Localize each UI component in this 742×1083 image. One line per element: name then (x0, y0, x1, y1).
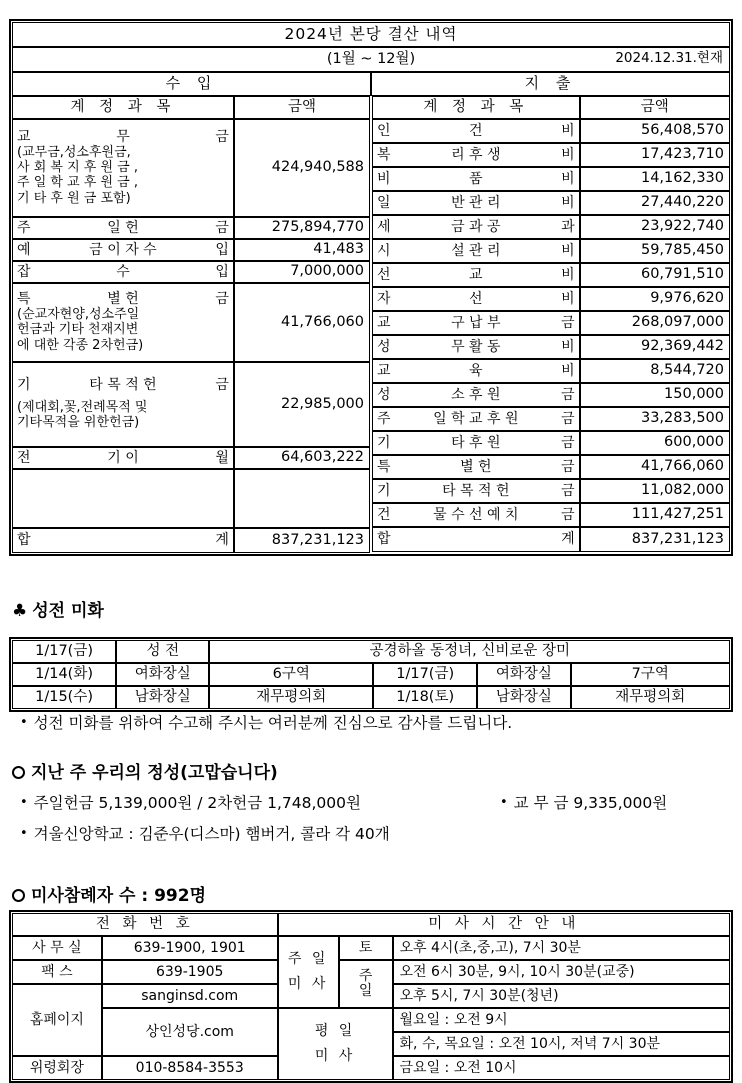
contact-value: 639-1905 (102, 960, 278, 984)
phone-section-header: 전 화 번 호 (12, 913, 278, 936)
income-note-line: (순교자현양,성소주일 (17, 306, 140, 322)
expense-name-right: 금 (561, 434, 575, 451)
expense-account-cell (372, 503, 580, 527)
income-note-line: 헌금과 기타 천재지변 (17, 322, 139, 338)
expense-account-cell (372, 239, 580, 263)
income-name-right: 입 (215, 241, 229, 258)
sunday-mass-time-pm: 오후 5시, 7시 30분(청년) (393, 984, 730, 1008)
table-row (12, 261, 370, 283)
expense-name-mid: 리 후 생 (451, 146, 501, 163)
table-row (372, 455, 730, 479)
expense-total-amount: 837,231,123 (580, 527, 730, 552)
expense-name-right: 금 (561, 482, 575, 499)
income-note-line: (교무금,성소후원금, (17, 144, 131, 160)
income-name-mid: 기 이 (107, 449, 139, 466)
expense-amount-cell: 92,369,442 (580, 335, 730, 359)
table-row (372, 167, 730, 191)
expense-name-left: 인 (377, 122, 391, 139)
expense-amount-cell: 59,785,450 (580, 239, 730, 263)
cleaning-section-heading (12, 596, 104, 621)
finance-period: (1월 ~ 12월) (326, 50, 416, 67)
expense-name-mid: 물 수 선 예 치 (433, 506, 519, 523)
expense-table (372, 96, 730, 552)
income-total-label-left: 합 (17, 532, 31, 549)
expense-total-row (372, 527, 730, 552)
contact-value: 010-8584-3553 (102, 1056, 278, 1080)
expense-name-mid: 선 (469, 290, 483, 307)
expense-name-mid: 건 (469, 122, 483, 139)
cleaning-schedule-table (9, 637, 733, 712)
contact-label: 위령회장 (12, 1056, 102, 1080)
expense-name-mid: 교 (469, 266, 483, 283)
income-name-mid: 수 (116, 263, 130, 280)
finance-period-cell (12, 47, 730, 72)
table-row (12, 960, 730, 984)
income-account-cell (12, 261, 234, 283)
table-row (372, 311, 730, 335)
cleaning-heading-text: 성전 미화 (32, 601, 104, 621)
expense-name-left: 성 (377, 338, 391, 355)
expense-account-cell (372, 215, 580, 239)
table-row (12, 640, 730, 663)
income-account-header: 계 정 과 목 (12, 96, 234, 119)
weekday-mass-monday: 월요일 : 오전 9시 (393, 1008, 730, 1032)
offering-heading-text: 지난 주 우리의 정성(고맙습니다) (31, 763, 278, 783)
expense-name-right: 비 (561, 146, 575, 163)
circle-bullet-icon (12, 889, 25, 902)
finance-period-row (12, 47, 730, 72)
contact-label: 사 무 실 (12, 936, 102, 960)
cleaning-date: 1/17(금) (373, 663, 477, 686)
income-account-cell (12, 239, 234, 261)
expense-name-mid: 육 (469, 362, 483, 379)
expense-name-mid: 일 학 교 후 원 (433, 410, 519, 427)
contact-and-mass-table (9, 910, 733, 1083)
offering-line-1-left (20, 791, 361, 813)
table-row (12, 217, 370, 239)
finance-body (12, 96, 730, 553)
income-name-left: 특 (17, 291, 31, 308)
expense-account-cell (372, 167, 580, 191)
expense-amount-cell: 27,440,220 (580, 191, 730, 215)
expense-amount-cell: 56,408,570 (580, 119, 730, 143)
bullet-dot-icon: • (20, 715, 28, 730)
expense-account-cell (372, 287, 580, 311)
income-name-right: 입 (215, 263, 229, 280)
income-account-cell (12, 283, 234, 362)
expense-account-cell (372, 311, 580, 335)
club-suit-icon: ♣ (12, 601, 28, 621)
expense-amount-cell: 600,000 (580, 431, 730, 455)
income-total-label-cell (12, 528, 234, 553)
expense-name-mid: 설 관 리 (451, 242, 501, 259)
table-row (12, 362, 370, 447)
expense-amount-cell: 60,791,510 (580, 263, 730, 287)
cleaning-place: 여화장실 (116, 663, 209, 686)
expense-name-left: 주 (377, 410, 391, 427)
cleaning-place: 남화장실 (477, 686, 570, 709)
expense-name-mid: 소 후 원 (451, 386, 501, 403)
income-name-mid: 일 헌 (107, 219, 139, 236)
offering-dues-amount: 교 무 금 9,335,000원 (513, 794, 668, 812)
income-account-cell (12, 362, 234, 447)
cleaning-date: 1/14(화) (12, 663, 116, 686)
income-name-right: 금 (215, 291, 229, 308)
mass-section-header: 미 사 시 간 안 내 (278, 913, 730, 936)
expense-name-right: 금 (561, 314, 575, 331)
income-section-header: 수 입 (12, 72, 371, 96)
expense-total-label-left: 합 (377, 531, 391, 548)
cleaning-date: 1/15(수) (12, 686, 116, 709)
table-row (372, 143, 730, 167)
offering-sunday-amounts: 주일헌금 5,139,000원 / 2차헌금 1,748,000원 (33, 794, 361, 812)
cleaning-group: 재무평의회 (209, 686, 373, 709)
expense-name-left: 선 (377, 266, 391, 283)
cleaning-place: 여화장실 (477, 663, 570, 686)
table-row (12, 119, 370, 217)
income-account-cell (12, 217, 234, 239)
income-amount-cell: 64,603,222 (234, 447, 370, 469)
income-account-cell (12, 469, 234, 528)
expense-account-cell (372, 479, 580, 503)
table-row (372, 191, 730, 215)
expense-name-right: 비 (561, 266, 575, 283)
expense-name-mid: 무 활 동 (451, 338, 501, 355)
income-name-left: 교 (17, 129, 31, 145)
finance-as-of-date: 2024.12.31.현재 (615, 50, 723, 66)
bullet-dot-icon: • (20, 826, 28, 841)
expense-column (371, 96, 730, 553)
expense-account-cell (372, 335, 580, 359)
weekday-mass-friday: 금요일 : 오전 10시 (393, 1056, 730, 1080)
income-name-right: 월 (215, 449, 229, 466)
table-row (12, 283, 370, 362)
table-row (372, 215, 730, 239)
expense-name-left: 기 (377, 434, 391, 451)
expense-name-left: 세 (377, 218, 391, 235)
income-note-line: 에 대한 각종 2차헌금) (17, 337, 144, 353)
table-row (372, 287, 730, 311)
expense-name-right: 금 (561, 386, 575, 403)
expense-name-mid: 반 관 리 (451, 194, 501, 211)
cleaning-note: 공경하올 동정녀, 신비로운 장미 (209, 640, 730, 663)
saturday-label: 토 (339, 936, 393, 960)
table-row (372, 263, 730, 287)
income-total-row (12, 528, 370, 553)
expense-name-right: 비 (561, 338, 575, 355)
income-name-left: 예 (17, 241, 31, 258)
expense-amount-cell: 111,427,251 (580, 503, 730, 527)
expense-name-left: 교 (377, 314, 391, 331)
expense-amount-cell: 8,544,720 (580, 359, 730, 383)
income-note-line: 주 일 학 교 후 원 금 , (17, 175, 138, 191)
expense-account-cell (372, 407, 580, 431)
expense-name-left: 자 (377, 290, 391, 307)
income-column (12, 96, 371, 553)
expense-account-cell (372, 191, 580, 215)
expense-name-mid: 금 과 공 (451, 218, 501, 235)
expense-name-right: 비 (561, 194, 575, 211)
sunday-label-line2: 일 (358, 983, 373, 999)
table-row (372, 383, 730, 407)
finance-title-row (12, 22, 730, 47)
expense-amount-cell: 41,766,060 (580, 455, 730, 479)
income-column-header-row (12, 96, 370, 119)
expense-name-right: 비 (561, 362, 575, 379)
contact-header-row (12, 913, 730, 936)
expense-total-label-right: 계 (561, 531, 575, 548)
contact-table (12, 913, 730, 1080)
income-name-right: 금 (215, 219, 229, 236)
table-row (12, 447, 370, 469)
expense-amount-cell: 268,097,000 (580, 311, 730, 335)
cleaning-place: 남화장실 (116, 686, 209, 709)
income-note-line: 사 회 복 지 후 원 금 , (17, 160, 138, 176)
income-amount-cell: 22,985,000 (234, 362, 370, 447)
expense-name-right: 비 (561, 122, 575, 139)
income-name-mid: 별 헌 (107, 291, 139, 308)
income-amount-cell: 424,940,588 (234, 119, 370, 217)
sunday-mass-label (278, 936, 339, 1008)
attendance-heading-text: 미사참례자 수 : 992명 (31, 886, 206, 906)
expense-account-cell (372, 263, 580, 287)
table-row (372, 479, 730, 503)
saturday-mass-time: 오후 4시(초,중,고), 7시 30분 (393, 936, 730, 960)
table-row (12, 1008, 730, 1032)
expense-section-header: 지 출 (371, 72, 730, 96)
expense-amount-cell: 23,922,740 (580, 215, 730, 239)
income-table (12, 96, 370, 553)
expense-name-left: 일 (377, 194, 391, 211)
income-total-amount: 837,231,123 (234, 528, 370, 553)
offering-line-1-right (500, 791, 667, 813)
circle-bullet-icon (12, 766, 25, 779)
income-name-right: 금 (215, 377, 229, 394)
expense-name-mid: 타 목 적 헌 (442, 482, 510, 499)
income-name-left: 주 (17, 219, 31, 236)
expense-name-left: 성 (377, 386, 391, 403)
table-row (12, 936, 730, 960)
expense-amount-cell: 9,976,620 (580, 287, 730, 311)
income-total-label-right: 계 (215, 532, 229, 549)
offering-section-heading (12, 758, 278, 783)
weekday-mass-label-line1: 평 일 (314, 1023, 356, 1040)
expense-name-mid: 구 납 부 (451, 314, 501, 331)
income-amount-cell (234, 469, 370, 528)
contact-label: 팩 스 (12, 960, 102, 984)
expense-column-header-row (372, 96, 730, 119)
expense-name-left: 비 (377, 170, 391, 187)
income-amount-header: 금액 (234, 96, 370, 119)
expense-account-cell (372, 455, 580, 479)
cleaning-group: 6구역 (209, 663, 373, 686)
income-account-cell (12, 119, 234, 217)
table-row (12, 469, 370, 528)
table-row (12, 686, 730, 709)
sunday-mass-label-line1: 주 일 (287, 951, 329, 968)
cleaning-place: 성 전 (116, 640, 209, 663)
expense-name-left: 특 (377, 458, 391, 475)
expense-name-right: 비 (561, 290, 575, 307)
expense-account-cell (372, 119, 580, 143)
income-note-line: (제대회,꽃,전례목적 및 (17, 400, 148, 416)
expense-name-left: 교 (377, 362, 391, 379)
contact-value: 639-1900, 1901 (102, 936, 278, 960)
weekday-mass-label-line2: 미 사 (314, 1048, 356, 1064)
cleaning-date: 1/18(토) (373, 686, 477, 709)
income-name-mid: 무 (116, 129, 130, 145)
expense-account-cell (372, 383, 580, 407)
expense-name-left: 시 (377, 242, 391, 259)
table-row (372, 407, 730, 431)
income-note-line: 기타목적을 위한헌금) (17, 415, 140, 431)
sunday-label-line1: 주 (358, 968, 373, 985)
cleaning-group: 7구역 (571, 663, 730, 686)
expense-name-left: 기 (377, 482, 391, 499)
expense-amount-cell: 17,423,710 (580, 143, 730, 167)
cleaning-date: 1/17(금) (12, 640, 116, 663)
weekday-mass-label (278, 1008, 393, 1080)
cleaning-thanks-text: 성전 미화를 위하여 수고해 주시는 여러분께 진심으로 감사를 드립니다. (33, 714, 513, 732)
income-note-line: 기 타 후 원 금 포함) (17, 190, 131, 206)
expense-name-right: 금 (561, 458, 575, 475)
sunday-mass-time-am: 오전 6시 30분, 9시, 10시 30분(교중) (393, 960, 730, 984)
sunday-mass-label-line2: 미 사 (287, 976, 329, 992)
cleaning-thanks-line (20, 711, 512, 733)
expense-account-cell (372, 359, 580, 383)
income-name-left: 전 (17, 449, 31, 466)
attendance-section-heading (12, 881, 206, 906)
table-row (12, 663, 730, 686)
table-row (372, 503, 730, 527)
income-amount-cell: 41,483 (234, 239, 370, 261)
expense-name-right: 금 (561, 410, 575, 427)
offering-line-2 (20, 822, 390, 844)
finance-statement-table (9, 19, 733, 556)
expense-amount-cell: 150,000 (580, 383, 730, 407)
expense-name-left: 복 (377, 146, 391, 163)
finance-title-cell (12, 22, 730, 47)
income-name-left: 잡 (17, 263, 31, 280)
income-name-mid: 금 이 자 수 (89, 241, 157, 258)
table-row (372, 335, 730, 359)
expense-name-right: 과 (561, 218, 575, 235)
contact-label: 홈페이지 (12, 984, 102, 1056)
expense-name-right: 금 (561, 506, 575, 523)
cleaning-table (12, 640, 730, 709)
bullet-dot-icon: • (20, 795, 28, 810)
expense-name-mid: 별 헌 (460, 458, 492, 475)
finance-section-header-row (12, 72, 730, 96)
income-name-right: 금 (215, 129, 229, 145)
table-row (372, 431, 730, 455)
expense-name-left: 건 (377, 506, 391, 523)
expense-amount-cell: 14,162,330 (580, 167, 730, 191)
bullet-dot-icon: • (500, 795, 508, 810)
cleaning-group: 재무평의회 (571, 686, 730, 709)
table-row (372, 239, 730, 263)
expense-amount-header: 금액 (580, 96, 730, 119)
finance-title-table (12, 22, 730, 96)
sunday-label (339, 960, 393, 1008)
expense-account-cell (372, 143, 580, 167)
expense-name-right: 비 (561, 170, 575, 187)
income-name-left: 기 (17, 377, 31, 394)
expense-account-header: 계 정 과 목 (372, 96, 580, 119)
expense-name-mid: 품 (469, 170, 483, 187)
expense-total-label-cell (372, 527, 580, 552)
contact-value: sanginsd.com (102, 984, 278, 1008)
weekday-mass-tue-thu: 화, 수, 목요일 : 오전 10시, 저녁 7시 30분 (393, 1032, 730, 1056)
table-row (12, 239, 370, 261)
income-amount-cell: 275,894,770 (234, 217, 370, 239)
income-amount-cell: 7,000,000 (234, 261, 370, 283)
offering-winter-school: 겨울신앙학교 : 김준우(디스마) 햄버거, 콜라 각 40개 (33, 825, 390, 843)
table-row (372, 359, 730, 383)
expense-amount-cell: 11,082,000 (580, 479, 730, 503)
income-amount-cell: 41,766,060 (234, 283, 370, 362)
expense-account-cell (372, 431, 580, 455)
expense-amount-cell: 33,283,500 (580, 407, 730, 431)
contact-value: 상인성당.com (102, 1008, 278, 1056)
table-row (372, 119, 730, 143)
finance-title: 2024년 본당 결산 내역 (284, 25, 458, 44)
income-name-mid: 타 목 적 헌 (89, 377, 157, 394)
income-account-cell (12, 447, 234, 469)
expense-name-right: 비 (561, 242, 575, 259)
expense-name-mid: 타 후 원 (451, 434, 501, 451)
